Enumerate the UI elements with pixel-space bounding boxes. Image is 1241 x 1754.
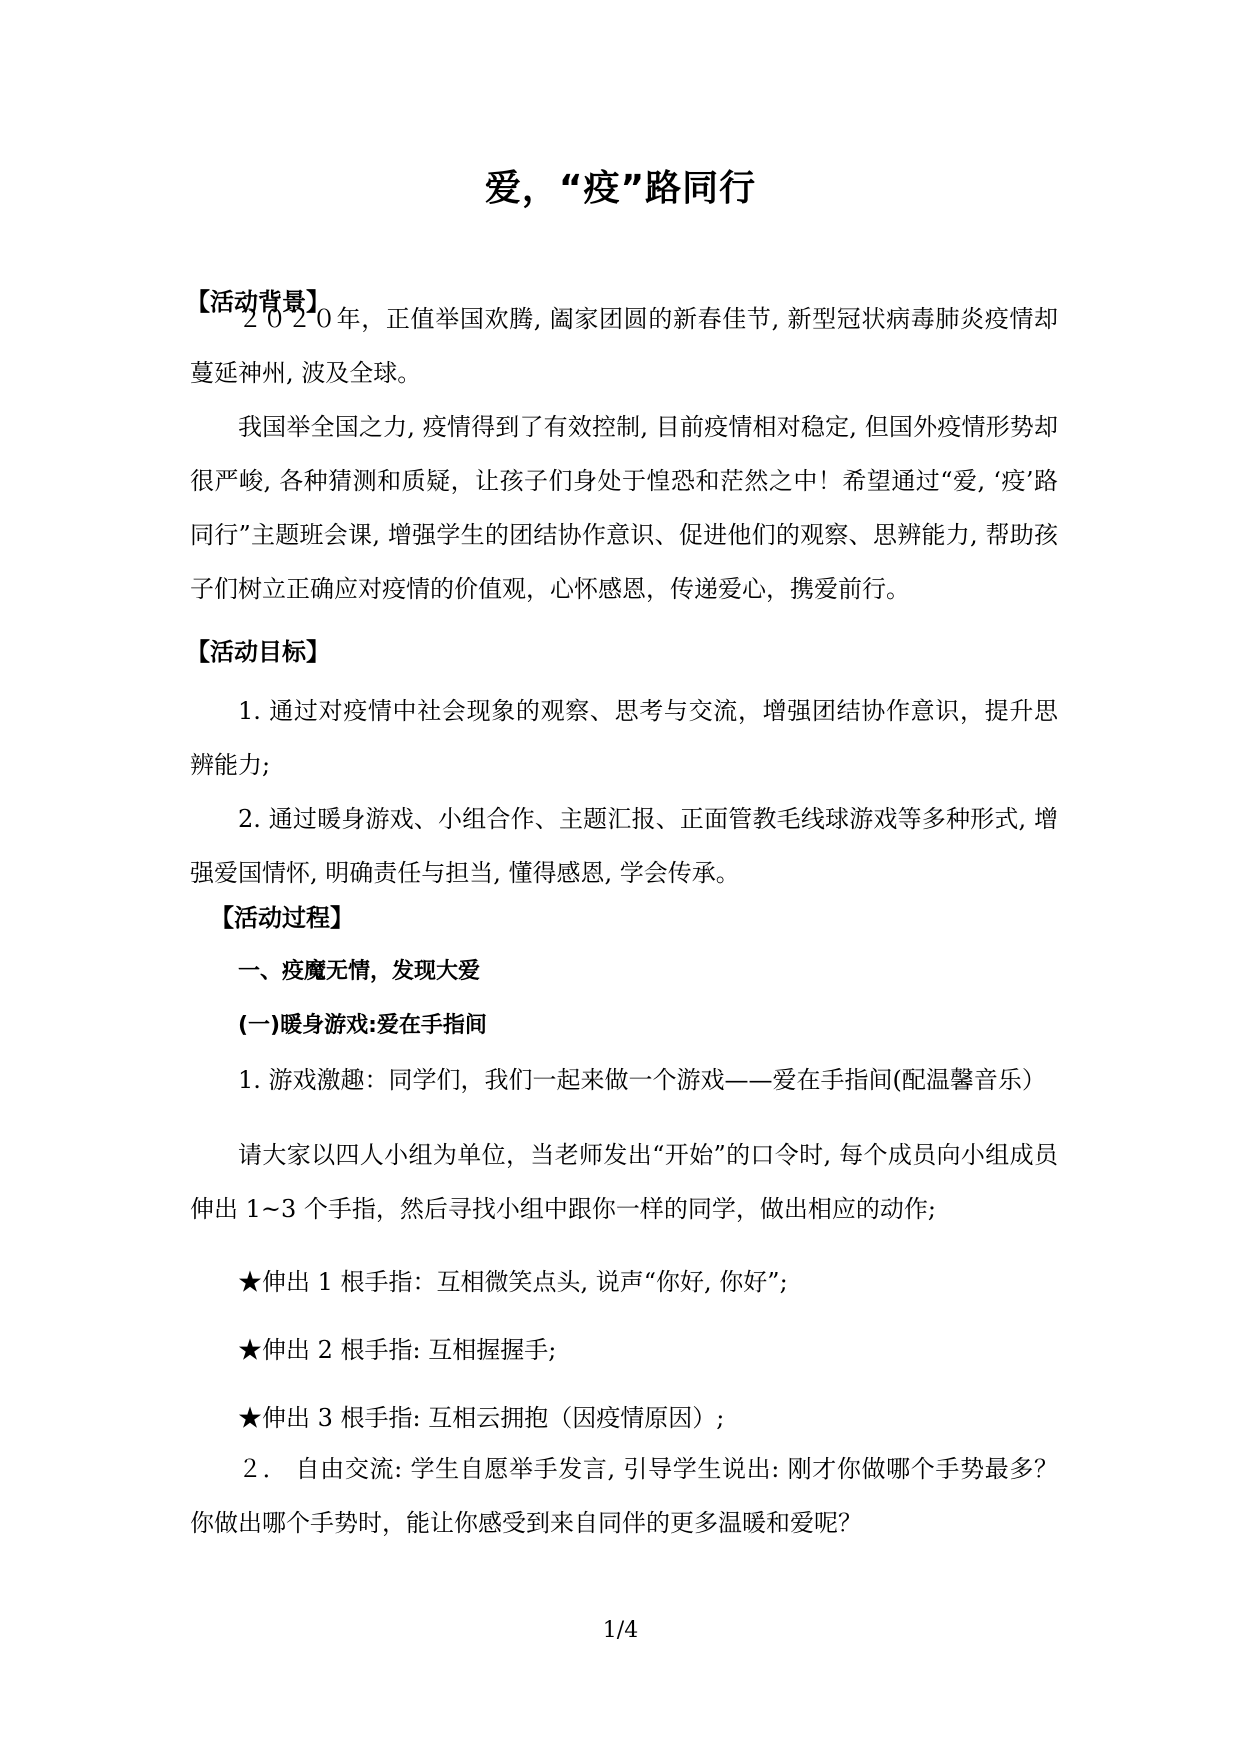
part1-title: 一、疫魔无情，发现大爱 (238, 959, 481, 984)
goals-paragraph-1: 1. 通过对疫情中社会现象的观察、思考与交流，增强团结协作意识，提升思辨能力; (190, 697, 1058, 779)
process-heading: 【活动过程】 (210, 904, 354, 932)
goals-heading: 【活动目标】 (186, 638, 330, 666)
background-paragraph-1: ２０２０年，正值举国欢腾, 阖家团圆的新春佳节, 新型冠状病毒肺炎疫情却蔓延神州, 波及全球。 (190, 305, 1058, 387)
rule-item-1: ★伸出 1 根手指：互相微笑点头, 说声“你好, 你好”; (238, 1268, 788, 1296)
document-title: 爱，“疫”路同行 (484, 168, 757, 209)
page-number: 1/4 (602, 1618, 639, 1643)
step1-text: 1. 游戏激趣：同学们，我们一起来做一个游戏——爱在手指间(配温馨音乐） (238, 1066, 1046, 1094)
rule-item-3: ★伸出 3 根手指: 互相云拥抱（因疫情原因）; (238, 1404, 725, 1432)
step2-paragraph: ２． 自由交流: 学生自愿举手发言, 引导学生说出: 刚才你做哪个手势最多？你做出哪个手势时，能让你感受到来自同伴的更多温暖和爱呢？ (190, 1455, 1058, 1537)
goals-paragraph-2: 2. 通过暖身游戏、小组合作、主题汇报、正面管教毛线球游戏等多种形式, 增强爱国情怀, 明确责任与担当, 懂得感恩, 学会传承。 (190, 805, 1058, 887)
rule-item-2: ★伸出 2 根手指: 互相握握手; (238, 1336, 557, 1364)
background-heading: 【活动背景】 (186, 288, 330, 316)
sub1-title: (一)暖身游戏:爱在手指间 (238, 1013, 487, 1038)
instructions-paragraph: 请大家以四人小组为单位，当老师发出“开始”的口令时, 每个成员向小组成员伸出 1~3 个手指，然后寻找小组中跟你一样的同学，做出相应的动作; (190, 1141, 1058, 1223)
background-paragraph-2: 我国举全国之力, 疫情得到了有效控制, 目前疫情相对稳定, 但国外疫情形势却很严峻, 各种猜测和质疑，让孩子们身处于惶恐和茫然之中！希望通过“爱, ‘疫’路同行”主题班会课, 增强学生的团结协作意识、促进他们的观察、思辨能力, 帮助孩子们树立正确应对疫情的价值观，心怀感恩，传递爱心，携爱前行。 (190, 413, 1058, 603)
